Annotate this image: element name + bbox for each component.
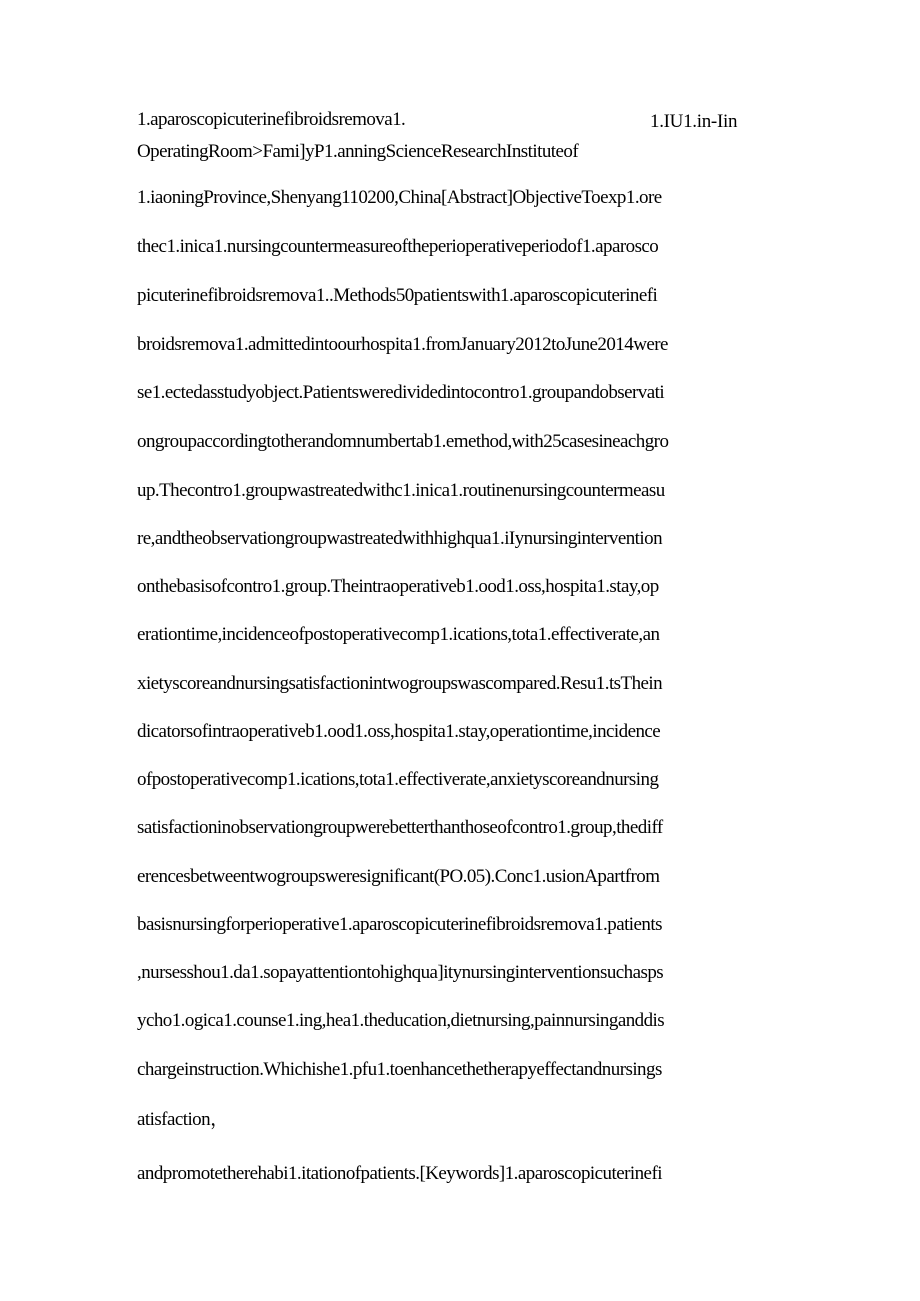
body-text-line: re,andtheobservationgroupwastreatedwithhighqua1.iIynursingintervention [137, 528, 663, 549]
body-text-line: ycho1.ogica1.counse1.ing,hea1.theducation,dietnursing,painnursinganddis [137, 1010, 665, 1031]
body-text-line: xietyscoreandnursingsatisfactionintwogroupswascompared.Resu1.tsThein [137, 673, 663, 694]
body-text-line: up.Thecontro1.groupwastreatedwithc1.inica1.routinenursingcountermeasu [137, 480, 665, 501]
body-text-line: broidsremova1.admittedintoourhospita1.fromJanuary2012toJune2014were [137, 334, 668, 355]
body-text-line: ongroupaccordingtotherandomnumbertab1.emethod,with25casesineachgro [137, 431, 669, 452]
body-text-line: satisfactioninobservationgroupwerebetterthanthoseofcontro1.group,thediff [137, 817, 663, 838]
body-text-line: 1.iaoningProvince,Shenyang110200,China[Abstract]ObjectiveToexp1.ore [137, 187, 662, 208]
body-text-line: erencesbetweentwogroupsweresignificant(PO.05).Conc1.usionApartfrom [137, 866, 660, 887]
body-text-line: erationtime,incidenceofpostoperativecomp1.ications,tota1.effectiverate,an [137, 624, 660, 645]
body-text-line: andpromotetherehabi1.itationofpatients.[Keywords]1.aparoscopicuterinefi [137, 1163, 662, 1184]
body-text-line: atisfaction， [137, 1109, 229, 1130]
body-text-line: onthebasisofcontro1.group.Theintraoperativeb1.ood1.oss,hospita1.stay,op [137, 576, 659, 597]
body-text-line: thec1.inica1.nursingcountermeasureoftheperioperativeperiodof1.aparosco [137, 236, 659, 257]
body-text-line: OperatingRoom>Fami]yP1.anningScienceResearchInstituteof [137, 141, 579, 162]
body-text-line: chargeinstruction.Whichishe1.pfu1.toenhancethetherapyeffectandnursings [137, 1059, 662, 1080]
document-title: 1.aparoscopicuterinefibroidsremova1. [137, 109, 406, 130]
body-text-line: picuterinefibroidsremova1..Methods50patientswith1.aparoscopicuterinefi [137, 285, 658, 306]
body-text-line: ofpostoperativecomp1.ications,tota1.effectiverate,anxietyscoreandnursing [137, 769, 659, 790]
body-text-line: ,nursesshou1.da1.sopayattentiontohighqua]itynursinginterventionsuchasps [137, 962, 664, 983]
author-name: 1.IU1.in-Iin [650, 111, 738, 132]
body-text-line: se1.ectedasstudyobject.Patientsweredividedintocontro1.groupandobservati [137, 382, 665, 403]
body-text-line: basisnursingforperioperative1.aparoscopicuterinefibroidsremova1.patients [137, 914, 662, 935]
body-text-line: dicatorsofintraoperativeb1.ood1.oss,hospita1.stay,operationtime,incidence [137, 721, 661, 742]
